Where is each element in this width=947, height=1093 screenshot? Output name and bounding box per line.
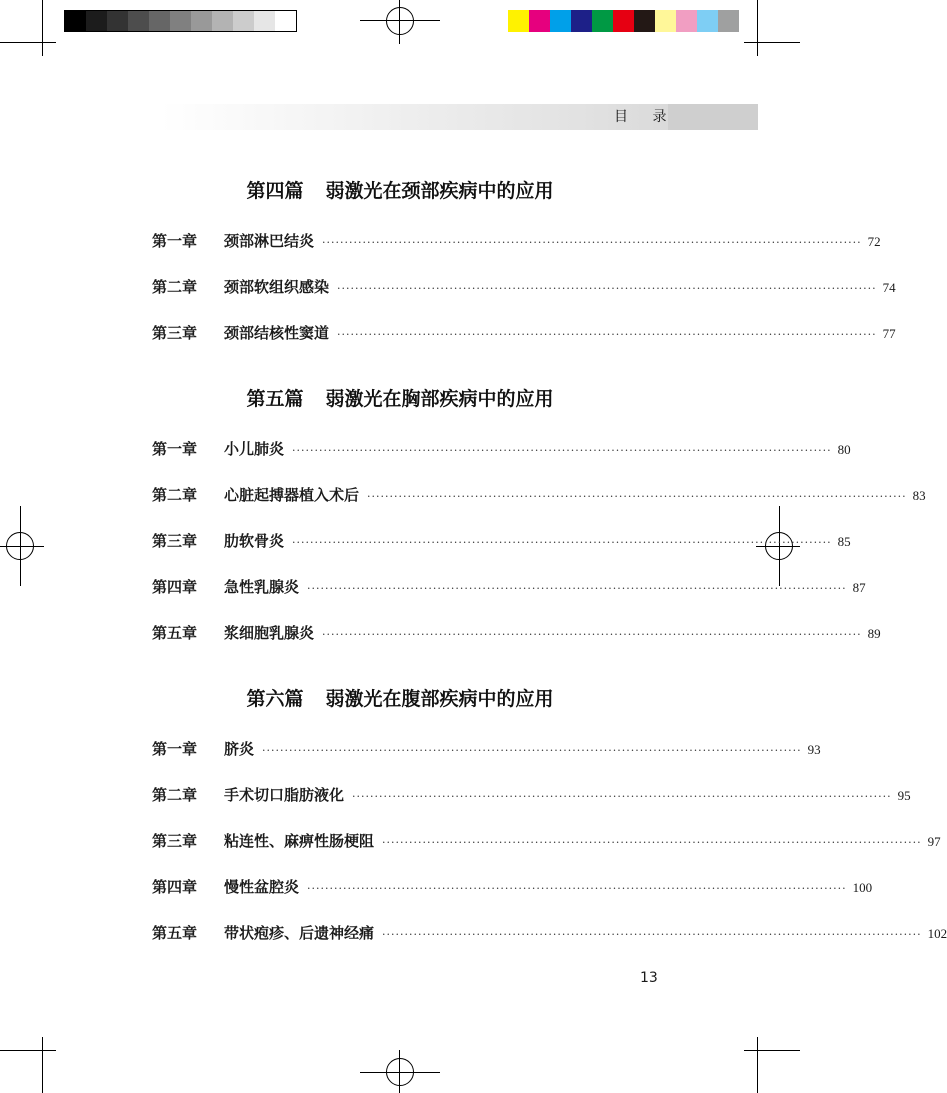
color-swatch [529,10,550,32]
gray-swatch [86,11,107,31]
chapter-page: 89 [867,626,881,641]
chapter-title: 肋软骨炎 [224,532,285,550]
chapter-title: 颈部软组织感染 [224,278,330,296]
color-bar [508,10,739,32]
chapter-page: 77 [882,326,896,341]
chapter-number: 第三章 [152,832,198,850]
chapter-page: 102 [927,926,947,941]
color-swatch [697,10,718,32]
chapter-title: 颈部淋巴结炎 [224,232,315,250]
leader-dots: ························································································································ [292,536,832,549]
chapter-number: 第三章 [152,324,198,342]
color-swatch [676,10,697,32]
chapter-title: 浆细胞乳腺炎 [224,624,315,642]
toc-entry[interactable] [152,484,926,508]
color-swatch [613,10,634,32]
toc-entry[interactable] [152,622,881,646]
running-header: 目 录 [614,109,677,125]
leader-dots: ························································································································ [292,444,832,457]
chapter-title: 带状疱疹、后遗神经痛 [224,924,375,942]
leader-dots: ························································································································ [352,790,892,803]
chapter-number: 第一章 [152,232,198,250]
grayscale-bar [64,10,297,32]
chapter-number: 第二章 [152,278,198,296]
chapter-page: 87 [852,580,866,595]
part-title [0,384,800,411]
chapter-title: 小儿肺炎 [224,440,285,458]
color-swatch [655,10,676,32]
toc-entry[interactable] [152,530,851,554]
leader-dots: ························································································································ [337,328,877,341]
chapter-number: 第五章 [152,924,198,942]
leader-dots: ························································································································ [322,236,862,249]
chapter-number: 第五章 [152,624,198,642]
part-title-text: 弱激光在胸部疾病中的应用 [325,388,554,410]
chapter-title: 慢性盆腔炎 [224,878,300,896]
gray-swatch [233,11,254,31]
gray-swatch [254,11,275,31]
part-label: 第五篇 [246,388,304,410]
toc-entry[interactable] [152,276,896,300]
leader-dots: ························································································································ [262,744,802,757]
chapter-number: 第二章 [152,486,198,504]
gray-swatch [191,11,212,31]
color-swatch [634,10,655,32]
chapter-number: 第一章 [152,740,198,758]
part-title [0,176,800,203]
leader-dots: ························································································································ [307,882,847,895]
chapter-page: 97 [927,834,941,849]
toc-entry[interactable] [152,576,866,600]
gray-swatch [128,11,149,31]
color-swatch [718,10,739,32]
toc-entry[interactable] [152,922,947,946]
gray-swatch [65,11,86,31]
gray-swatch [107,11,128,31]
chapter-page: 85 [837,534,851,549]
chapter-page: 74 [882,280,896,295]
toc-entry[interactable] [152,784,911,808]
chapter-page: 100 [852,880,873,895]
header-tab [668,104,758,130]
chapter-page: 95 [897,788,911,803]
leader-dots: ························································································································ [307,582,847,595]
leader-dots: ························································································································ [367,490,907,503]
chapter-title: 脐炎 [224,740,255,758]
leader-dots: ························································································································ [337,282,877,295]
toc-entry[interactable] [152,876,873,900]
chapter-page: 72 [867,234,881,249]
chapter-page: 93 [807,742,821,757]
toc-entry[interactable] [152,830,941,854]
color-swatch [508,10,529,32]
color-swatch [550,10,571,32]
part-label: 第四篇 [246,180,304,202]
chapter-page: 83 [912,488,926,503]
leader-dots: ························································································································ [382,836,922,849]
gray-swatch [212,11,233,31]
gray-swatch [275,11,296,31]
chapter-number: 第三章 [152,532,198,550]
part-title-text: 弱激光在腹部疾病中的应用 [325,688,554,710]
leader-dots: ························································································································ [322,628,862,641]
toc-entry[interactable] [152,738,821,762]
chapter-number: 第一章 [152,440,198,458]
part-title [0,684,800,711]
toc-entry[interactable] [152,438,851,462]
chapter-title: 急性乳腺炎 [224,578,300,596]
chapter-number: 第四章 [152,878,198,896]
gray-swatch [149,11,170,31]
toc-entry[interactable] [152,322,896,346]
gray-swatch [170,11,191,31]
chapter-title: 粘连性、麻痹性肠梗阻 [224,832,375,850]
chapter-page: 80 [837,442,851,457]
color-swatch [592,10,613,32]
toc-entry[interactable] [152,230,881,254]
chapter-title: 颈部结核性窦道 [224,324,330,342]
color-swatch [571,10,592,32]
chapter-title: 心脏起搏器植入术后 [224,486,360,504]
leader-dots: ························································································································ [382,928,922,941]
chapter-number: 第四章 [152,578,198,596]
chapter-number: 第二章 [152,786,198,804]
page-number: 13 [640,970,658,986]
part-title-text: 弱激光在颈部疾病中的应用 [325,180,554,202]
part-label: 第六篇 [246,688,304,710]
chapter-title: 手术切口脂肪液化 [224,786,345,804]
